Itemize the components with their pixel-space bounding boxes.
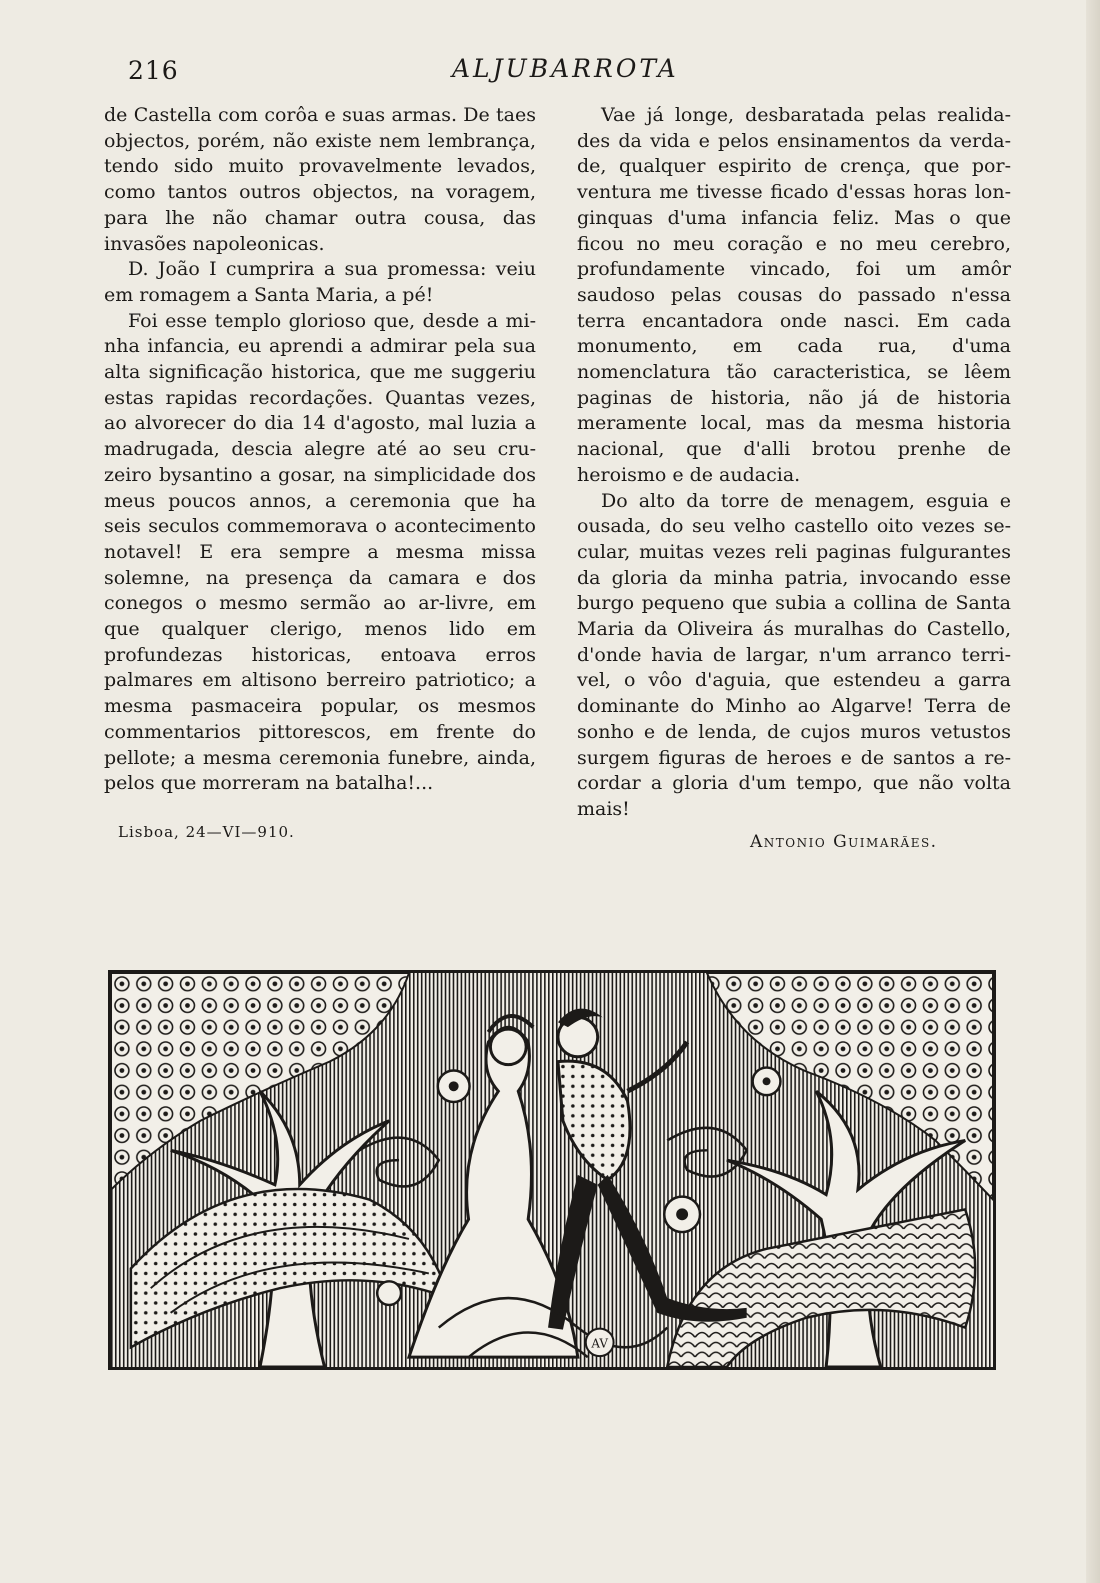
author-signature: Antonio Guimarães. [750, 832, 938, 852]
page-edge [1086, 0, 1100, 1583]
engraving-artwork [111, 973, 993, 1367]
page-header [0, 52, 1100, 92]
left-column [104, 103, 536, 797]
page-number: 216 [128, 56, 179, 85]
monogram-text: AV [591, 1336, 608, 1351]
artist-monogram [586, 1329, 614, 1357]
decorative-engraving [108, 970, 996, 1370]
paragraph: D. João I cumprira a sua promessa: veiu em romagem a Santa Maria, a pé! [104, 258, 536, 306]
paragraph: Vae já longe, desbaratada pelas realidades da vida e pelos ensinamentos da verdade, qualquer espirito de crença, que porventura me tivesse ficado d'essas horas longinquas d'uma infancia feliz. Mas o que ficou no meu coração e no meu cerebro, profundamente vincado, foi um amôr saudoso pelas cousas do passado n'essa terra encantadora onde nasci. Em cada monumento, em cada rua, d'uma nomenclatura tão caracteristica, se lêem paginas de historia, não já de historia meramente local, mas da mesma historia nacional, que d'alli brotou prenhe de heroismo e de audacia. [577, 104, 1011, 486]
paragraph: Do alto da torre de menagem, esguia e ousada, do seu velho castello oito vezes secular, muitas vezes reli paginas fulgurantes da gloria da minha patria, invocando esse burgo pequeno que subia a collina de Santa Maria da Oliveira ás muralhas do Castello, d'onde havia de largar, n'um arranco terrivel, o vôo d'aguia, que estendeu a garra dominante do Minho ao Algarve! Terra de sonho e de lenda, de cujos muros vetustos surgem figuras de heroes e de santos a recordar a gloria d'um tempo, que não volta mais! [577, 489, 1011, 820]
dateline: Lisboa, 24—VI—910. [118, 823, 295, 841]
paragraph: de Castella com corôa e suas armas. De taes objectos, porém, não existe nem lembrança, tendo sido muito provavelmente levados, como tantos outros objectos, na voragem, para lhe não chamar outra cousa, das invasões napoleonicas. [104, 104, 536, 255]
paragraph: Foi esse templo glorioso que, desde a minha infancia, eu aprendi a admirar pela sua alta significação historica, que me suggeriu estas rapidas recordações. Quantas vezes, ao alvorecer do dia 14 d'agosto, mal luzia a madrugada, descia alegre até ao seu cruzeiro bysantino a gosar, na simplicidade dos meus poucos annos, a ceremonia que ha seis seculos commemorava o acontecimento notavel! E era sempre a mesma missa solemne, na presença da camara e dos conegos o mesmo sermão ao ar-livre, em que qualquer clerigo, menos lido em profundezas historicas, entoava erros palmares em altisono berreiro patriotico; a mesma pasmaceira popular, os mesmos commentarios pittorescos, em frente do pellote; a mesma ceremonia funebre, ainda, pelos que morreram na batalha!... [104, 309, 536, 795]
running-title: ALJUBARROTA [452, 54, 679, 83]
right-column [577, 103, 1011, 823]
